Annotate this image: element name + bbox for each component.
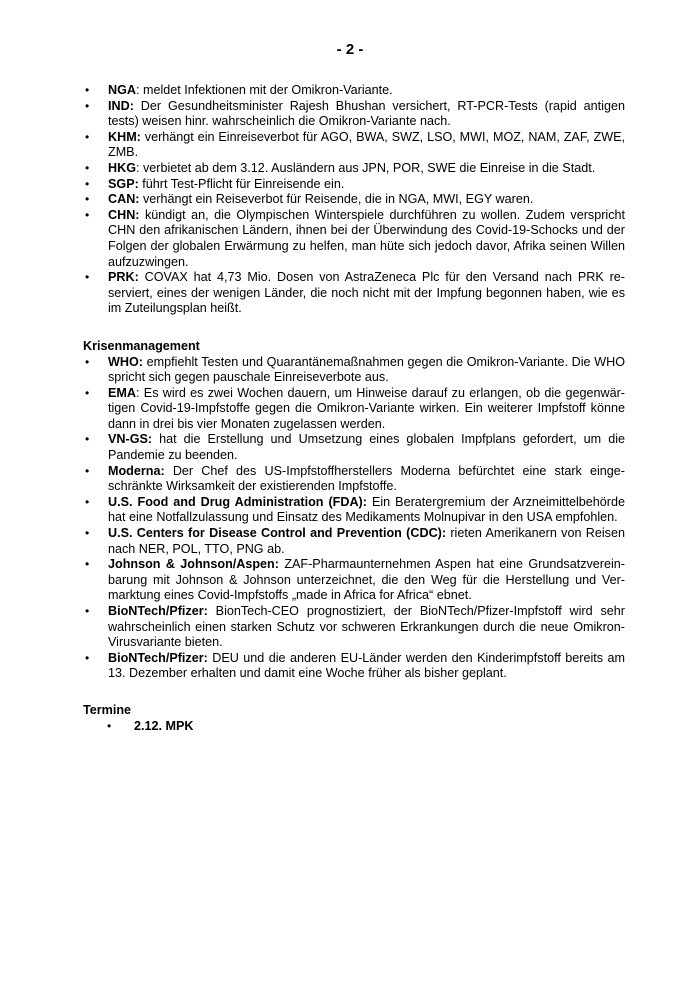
bullet-icon: •: [85, 650, 90, 665]
termin-text: 2.12. MPK: [134, 718, 194, 733]
krisen-item: [83, 464, 625, 495]
item-separator: :: [136, 83, 140, 97]
page-number: - 2 -: [336, 41, 364, 58]
item-label: BioNTech/Pfizer:: [108, 650, 208, 665]
bullet-icon: •: [85, 557, 90, 572]
document-body: [83, 83, 625, 734]
news-item: [83, 161, 625, 177]
bullet-icon: •: [85, 192, 90, 207]
bullet-icon: •: [85, 432, 90, 447]
item-label: CHN:: [108, 207, 140, 222]
bullet-icon: •: [107, 718, 112, 733]
news-item: [83, 192, 625, 208]
krisen-item: [83, 557, 625, 604]
item-text: COVAX hat 4,73 Mio. Dosen von AstraZeneca Plc für den Versand nach PRK reserviert, eines der wenigen Länder, die noch nicht mit der Impfung begonnen haben, wie es im Zuteilungsplan heißt.: [108, 270, 625, 316]
section-heading-termine: Termine: [83, 702, 132, 717]
item-label: U.S. Centers for Disease Control and Prevention (CDC):: [108, 526, 447, 541]
item-label: IND:: [108, 98, 134, 113]
krisenmanagement-list: [83, 355, 625, 682]
bullet-icon: •: [85, 98, 90, 113]
bullet-icon: •: [85, 207, 90, 222]
item-label: EMA: [108, 385, 136, 400]
item-text: BionTech-CEO prognostiziert, der BioNTech/Pfizer-Impfstoff wird sehr wahrscheinlich einen starken Schutz vor schweren Erkrankungen durch die neue Omikron-Virusvariante bieten.: [108, 604, 625, 650]
bullet-icon: •: [85, 129, 90, 144]
item-label: NGA: [108, 83, 136, 97]
item-text: meldet Infektionen mit der Omikron-Variante.: [139, 83, 393, 97]
news-item: [83, 130, 625, 161]
item-text: verhängt ein Einreiseverbot für AGO, BWA, SWZ, LSO, MWI, MOZ, NAM, ZAF, ZWE, ZMB.: [108, 129, 625, 160]
item-text: führt Test-Pflicht für Einreisende ein.: [138, 176, 345, 191]
bullet-icon: •: [85, 463, 90, 478]
krisen-item: [83, 526, 625, 557]
bullet-icon: •: [85, 176, 90, 191]
bullet-icon: •: [85, 494, 90, 509]
item-label: VN-GS:: [108, 432, 153, 447]
item-text: empfiehlt Testen und Quarantänemaßnahmen gegen die Omikron-Variante. Die WHO spricht sich gegen pauschale Einreiseverbote aus.: [108, 354, 625, 385]
termine-list: [83, 719, 625, 735]
item-label: HKG: [108, 160, 136, 175]
item-text: hat die Erstellung und Umsetzung eines globalen Impfplans gefordert, um die Pandemie zu beenden.: [108, 432, 625, 463]
termin-item: [83, 719, 625, 735]
item-label: U.S. Food and Drug Administration (FDA):: [108, 494, 367, 509]
item-label: SGP:: [108, 176, 139, 191]
bullet-icon: •: [85, 604, 90, 618]
item-separator: :: [136, 160, 140, 175]
news-item: [83, 99, 625, 130]
krisen-item: [83, 495, 625, 526]
item-label: PRK:: [108, 270, 139, 285]
krisen-item: [83, 386, 625, 433]
news-item: [83, 83, 625, 99]
item-text: verhängt ein Reiseverbot für Reisende, die in NGA, MWI, EGY waren.: [139, 192, 534, 207]
item-text: ZAF-Pharmaunternehmen Aspen hat eine Grundsatzvereinbarung mit Johnson & Johnson unterzeichnet, die den Weg für die Herstellung und Vermarktung eines Covid-Impfstoffs „made in Africa for Africa“ ebnet.: [108, 557, 625, 603]
bullet-icon: •: [85, 160, 90, 175]
item-label: WHO:: [108, 354, 143, 369]
item-text: Der Gesundheitsminister Rajesh Bhushan versichert, RT-PCR-Tests (rapid antigen tests) weisen hinr. wahrscheinlich die Omikron-Variante nach.: [108, 98, 625, 129]
bullet-icon: •: [85, 526, 90, 541]
bullet-icon: •: [85, 354, 90, 369]
krisen-item: [83, 604, 625, 651]
news-list: [83, 83, 625, 317]
item-separator: :: [136, 385, 140, 400]
item-text: rieten Amerikanern von Reisen nach NER, POL, TTO, PNG ab.: [108, 526, 625, 556]
news-item: [83, 270, 625, 317]
item-label: Johnson & Johnson/Aspen:: [108, 557, 279, 572]
news-item: [83, 208, 625, 270]
section-heading-krisenmanagement: Krisenmanagement: [83, 338, 200, 353]
bullet-icon: •: [85, 385, 90, 400]
bullet-icon: •: [85, 83, 90, 97]
item-label: CAN:: [108, 192, 140, 207]
item-text: Es wird es zwei Wochen dauern, um Hinweise darauf zu erlangen, ob die gegenwärtigen Covid-19-Impfstoffe gegen die Omikron-Variante wirken. Ein weiterer Impfstoff könne dann in drei bis vier Monaten zugelassen werden.: [108, 385, 625, 431]
item-text: Der Chef des US-Impfstoffherstellers Moderna befürchtet eine stark eingeschränkte Wirksamkeit der existierenden Impfstoffe.: [108, 463, 625, 494]
krisen-item: [83, 651, 625, 682]
item-text: Ein Beratergremium der Arzneimittelbehörde hat eine Notfallzulassung und Einsatz des Medikaments Molnupivar in den USA empfohlen.: [108, 494, 625, 525]
item-text: verbietet ab dem 3.12. Ausländern aus JPN, POR, SWE die Einreise in die Stadt.: [139, 160, 596, 175]
krisen-item: [83, 432, 625, 463]
item-text: DEU und die anderen EU-Länder werden den Kinderimpfstoff bereits am 13. Dezember erhalten und damit eine Woche früher als bisher geplant.: [108, 650, 625, 681]
item-label: BioNTech/Pfizer:: [108, 604, 208, 618]
item-label: Moderna:: [108, 463, 165, 478]
news-item: [83, 177, 625, 193]
krisen-item: [83, 355, 625, 386]
bullet-icon: •: [85, 270, 90, 285]
item-label: KHM:: [108, 129, 141, 144]
item-text: kündigt an, die Olympischen Winterspiele durchführen zu wollen. Zudem verspricht CHN den afrikanischen Ländern, ihnen bei der Überwindung des Covid-19-Schocks und der Folgen der globalen Erwärmung zu helfen, man hüte sich jedoch davor, Afrika seinen Willen aufzuzwingen.: [108, 207, 625, 269]
